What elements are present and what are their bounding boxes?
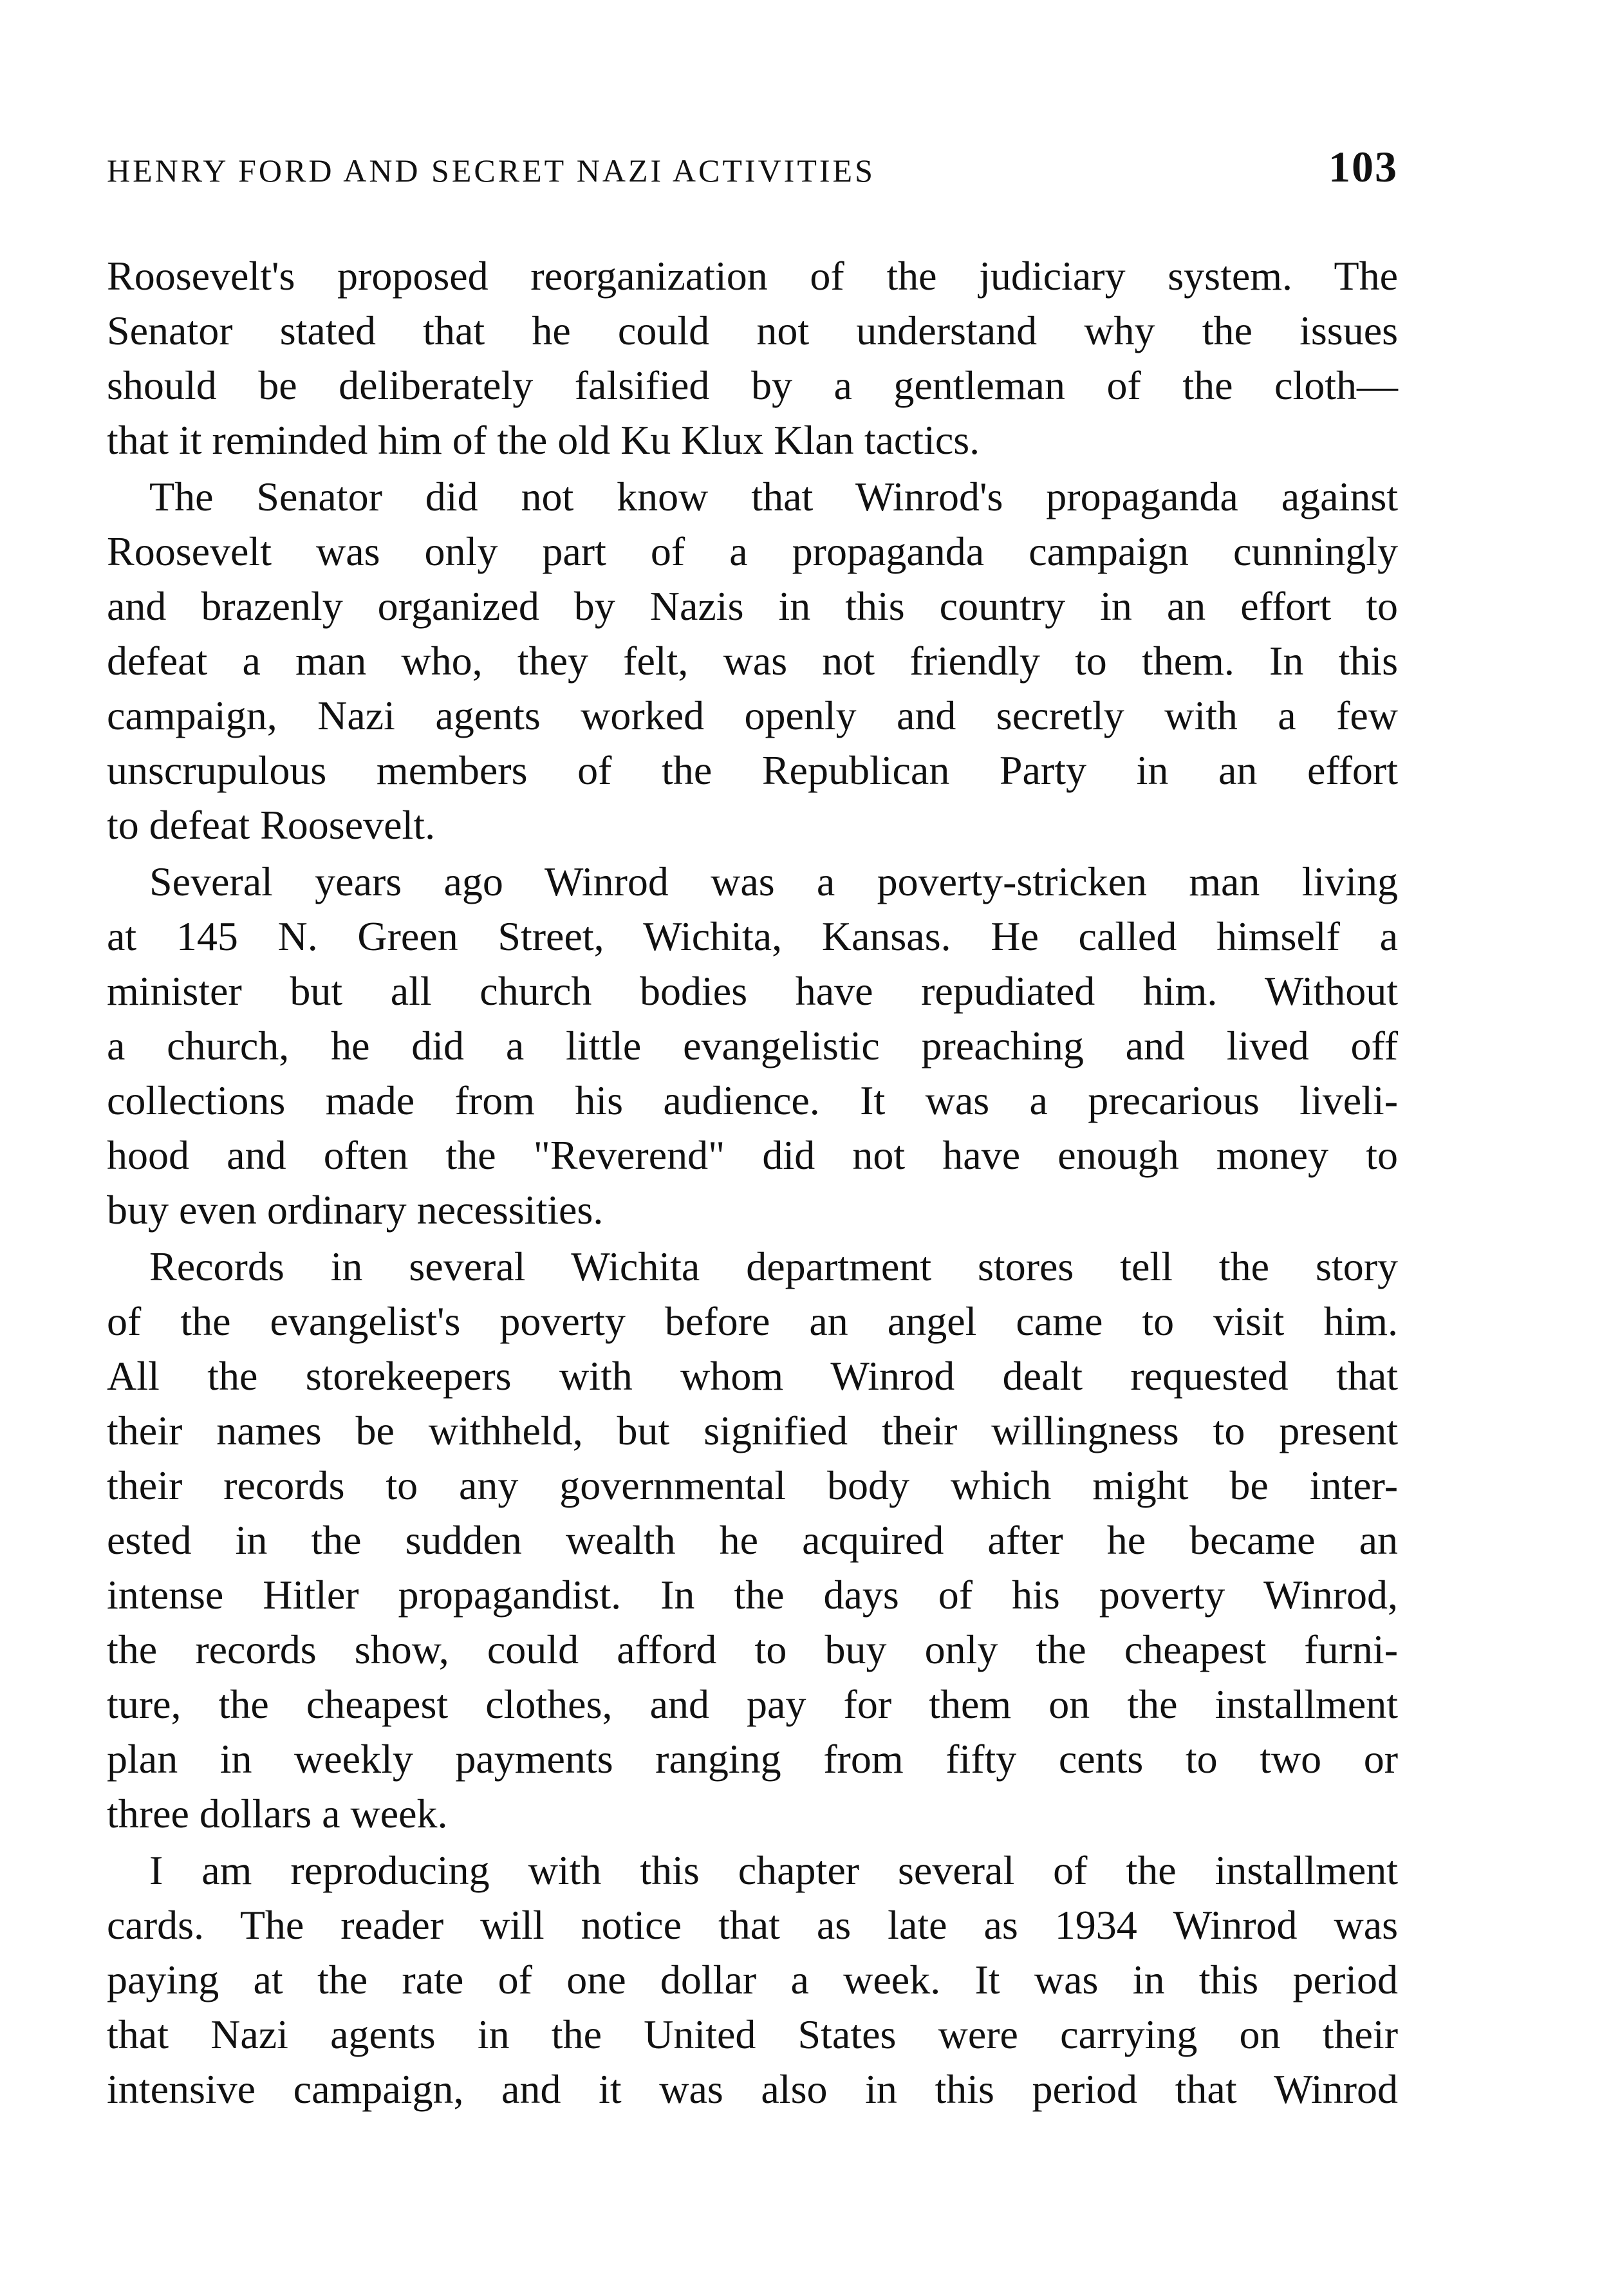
- text-line: buy even ordinary necessities.: [107, 1187, 604, 1233]
- running-title: HENRY FORD AND SECRET NAZI ACTIVITIES: [107, 153, 875, 189]
- text-line: plan in weekly payments ranging from fifty cents to two or: [107, 1736, 1398, 1782]
- text-line: unscrupulous members of the Republican Party in an effort: [107, 747, 1398, 793]
- paragraph: [107, 1239, 1398, 1841]
- text-line: a church, he did a little evangelistic preaching and lived off: [107, 1023, 1398, 1069]
- text-line: paying at the rate of one dollar a week. It was in this period: [107, 1957, 1398, 2002]
- text-line: and brazenly organized by Nazis in this country in an effort to: [107, 583, 1398, 629]
- text-line: intensive campaign, and it was also in this period that Winrod: [107, 2066, 1398, 2112]
- page-number: 103: [1328, 142, 1398, 191]
- book-page: [107, 142, 1398, 2116]
- text-line: hood and often the "Reverend" did not have enough money to: [107, 1132, 1398, 1178]
- text-line: Records in several Wichita department stores tell the story: [149, 1244, 1398, 1289]
- text-line: Senator stated that he could not understand why the issues: [107, 308, 1398, 353]
- text-line: ture, the cheapest clothes, and pay for them on the installment: [107, 1681, 1398, 1727]
- paragraph: [107, 1843, 1398, 2116]
- text-line: collections made from his audience. It was a precarious liveli-: [107, 1078, 1398, 1123]
- text-line: at 145 N. Green Street, Wichita, Kansas. He called himself a: [107, 913, 1398, 959]
- text-line: their records to any governmental body which might be inter-: [107, 1462, 1398, 1508]
- body-text: [107, 248, 1398, 2116]
- text-line: Roosevelt was only part of a propaganda campaign cunningly: [107, 528, 1398, 574]
- text-line: that Nazi agents in the United States were carrying on their: [107, 2011, 1398, 2057]
- text-line: three dollars a week.: [107, 1791, 448, 1836]
- text-line: ested in the sudden wealth he acquired after he became an: [107, 1517, 1398, 1563]
- text-line: campaign, Nazi agents worked openly and secretly with a few: [107, 693, 1398, 738]
- paragraph-continued: [107, 248, 1398, 467]
- text-line: Several years ago Winrod was a poverty-stricken man living: [149, 859, 1398, 904]
- running-header: [107, 142, 1398, 225]
- text-line: that it reminded him of the old Ku Klux Klan tactics.: [107, 417, 980, 463]
- text-line: Roosevelt's proposed reorganization of the judiciary system. The: [107, 253, 1398, 299]
- text-line: cards. The reader will notice that as late as 1934 Winrod was: [107, 1902, 1398, 1948]
- text-line: I am reproducing with this chapter several of the installment: [149, 1847, 1398, 1893]
- text-line: defeat a man who, they felt, was not friendly to them. In this: [107, 638, 1398, 684]
- text-line: intense Hitler propagandist. In the days of his poverty Winrod,: [107, 1572, 1398, 1618]
- text-line: their names be withheld, but signified their willingness to present: [107, 1408, 1398, 1453]
- text-line: should be deliberately falsified by a gentleman of the cloth—: [107, 362, 1398, 408]
- text-line: All the storekeepers with whom Winrod dealt requested that: [107, 1353, 1398, 1399]
- text-line: minister but all church bodies have repudiated him. Without: [107, 968, 1398, 1014]
- paragraph: [107, 854, 1398, 1237]
- text-line: The Senator did not know that Winrod's propaganda against: [149, 474, 1398, 519]
- text-line: of the evangelist's poverty before an angel came to visit him.: [107, 1298, 1398, 1344]
- paragraph: [107, 469, 1398, 852]
- text-line: the records show, could afford to buy only the cheapest furni-: [107, 1627, 1398, 1672]
- text-line: to defeat Roosevelt.: [107, 802, 436, 848]
